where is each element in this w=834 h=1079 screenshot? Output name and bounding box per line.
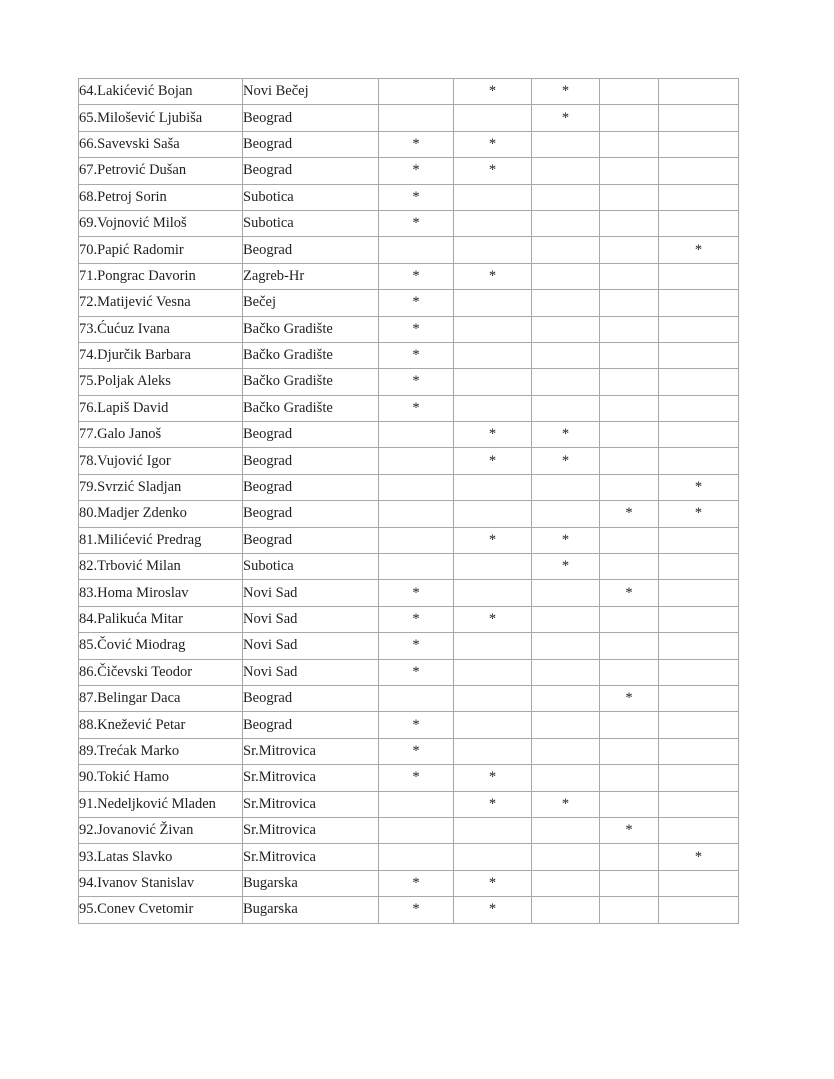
city-cell: Novi Sad [243, 633, 379, 659]
mark-cell-5: * [659, 474, 739, 500]
mark-cell-3 [532, 237, 600, 263]
mark-cell-3 [532, 395, 600, 421]
mark-cell-1 [379, 554, 454, 580]
city-cell: Sr.Mitrovica [243, 817, 379, 843]
person-name-cell: 86.Čičevski Teodor [79, 659, 243, 685]
mark-cell-2 [454, 659, 532, 685]
city-cell: Beograd [243, 422, 379, 448]
mark-cell-5 [659, 817, 739, 843]
mark-cell-3 [532, 474, 600, 500]
mark-cell-4: * [600, 580, 659, 606]
mark-cell-1 [379, 685, 454, 711]
table-row [79, 184, 739, 210]
table-row [79, 580, 739, 606]
person-name-cell: 70.Papić Radomir [79, 237, 243, 263]
mark-cell-2 [454, 474, 532, 500]
city-cell: Beograd [243, 712, 379, 738]
person-name-cell: 88.Knežević Petar [79, 712, 243, 738]
table-row [79, 342, 739, 368]
mark-cell-1 [379, 817, 454, 843]
person-name-cell: 74.Djurčik Barbara [79, 342, 243, 368]
mark-cell-3 [532, 897, 600, 923]
mark-cell-2 [454, 738, 532, 764]
mark-cell-3: * [532, 527, 600, 553]
city-cell: Bugarska [243, 870, 379, 896]
mark-cell-2: * [454, 527, 532, 553]
mark-cell-2: * [454, 79, 532, 105]
mark-cell-3 [532, 342, 600, 368]
table-row [79, 685, 739, 711]
mark-cell-1: * [379, 158, 454, 184]
mark-cell-1: * [379, 210, 454, 236]
mark-cell-3 [532, 210, 600, 236]
table-row [79, 131, 739, 157]
mark-cell-1: * [379, 712, 454, 738]
table-row [79, 474, 739, 500]
person-name-cell: 68.Petroj Sorin [79, 184, 243, 210]
mark-cell-4 [600, 738, 659, 764]
city-cell: Subotica [243, 554, 379, 580]
person-name-cell: 85.Čović Miodrag [79, 633, 243, 659]
mark-cell-5 [659, 105, 739, 131]
mark-cell-1: * [379, 316, 454, 342]
table-row [79, 290, 739, 316]
table-row [79, 79, 739, 105]
table-row [79, 501, 739, 527]
mark-cell-2 [454, 844, 532, 870]
mark-cell-1 [379, 237, 454, 263]
city-cell: Novi Sad [243, 580, 379, 606]
mark-cell-3 [532, 131, 600, 157]
mark-cell-1: * [379, 659, 454, 685]
city-cell: Beograd [243, 527, 379, 553]
mark-cell-1: * [379, 342, 454, 368]
mark-cell-3 [532, 817, 600, 843]
mark-cell-5 [659, 554, 739, 580]
table-row [79, 712, 739, 738]
person-name-cell: 92.Jovanović Živan [79, 817, 243, 843]
city-cell: Beograd [243, 131, 379, 157]
mark-cell-3 [532, 685, 600, 711]
table-row [79, 237, 739, 263]
mark-cell-3 [532, 712, 600, 738]
mark-cell-5 [659, 290, 739, 316]
table-row [79, 554, 739, 580]
mark-cell-1: * [379, 131, 454, 157]
mark-cell-2 [454, 817, 532, 843]
city-cell: Beograd [243, 158, 379, 184]
city-cell: Bugarska [243, 897, 379, 923]
mark-cell-5 [659, 606, 739, 632]
table-row [79, 316, 739, 342]
mark-cell-1: * [379, 369, 454, 395]
mark-cell-4 [600, 448, 659, 474]
mark-cell-5 [659, 131, 739, 157]
mark-cell-2 [454, 633, 532, 659]
mark-cell-2: * [454, 765, 532, 791]
mark-cell-2: * [454, 448, 532, 474]
mark-cell-1 [379, 105, 454, 131]
mark-cell-5 [659, 738, 739, 764]
mark-cell-4 [600, 554, 659, 580]
mark-cell-3: * [532, 791, 600, 817]
mark-cell-4 [600, 422, 659, 448]
person-name-cell: 79.Svrzić Sladjan [79, 474, 243, 500]
mark-cell-2 [454, 712, 532, 738]
mark-cell-5 [659, 342, 739, 368]
mark-cell-2 [454, 316, 532, 342]
roster-table [78, 78, 739, 924]
person-name-cell: 84.Palikuća Mitar [79, 606, 243, 632]
mark-cell-5: * [659, 501, 739, 527]
city-cell: Sr.Mitrovica [243, 765, 379, 791]
person-name-cell: 65.Milošević Ljubiša [79, 105, 243, 131]
mark-cell-3 [532, 633, 600, 659]
city-cell: Beograd [243, 448, 379, 474]
mark-cell-3: * [532, 105, 600, 131]
city-cell: Beograd [243, 105, 379, 131]
mark-cell-1: * [379, 184, 454, 210]
mark-cell-4: * [600, 685, 659, 711]
mark-cell-4: * [600, 501, 659, 527]
mark-cell-3: * [532, 448, 600, 474]
city-cell: Sr.Mitrovica [243, 844, 379, 870]
mark-cell-3 [532, 738, 600, 764]
mark-cell-5 [659, 633, 739, 659]
mark-cell-5 [659, 422, 739, 448]
mark-cell-2 [454, 685, 532, 711]
table-row [79, 791, 739, 817]
table-row [79, 448, 739, 474]
mark-cell-4 [600, 527, 659, 553]
mark-cell-4 [600, 290, 659, 316]
table-row [79, 263, 739, 289]
table-row [79, 606, 739, 632]
mark-cell-4 [600, 316, 659, 342]
mark-cell-2: * [454, 263, 532, 289]
mark-cell-1 [379, 501, 454, 527]
person-name-cell: 95.Conev Cvetomir [79, 897, 243, 923]
mark-cell-2 [454, 290, 532, 316]
mark-cell-3 [532, 765, 600, 791]
mark-cell-1: * [379, 395, 454, 421]
person-name-cell: 64.Lakićević Bojan [79, 79, 243, 105]
mark-cell-3 [532, 290, 600, 316]
person-name-cell: 78.Vujović Igor [79, 448, 243, 474]
mark-cell-1: * [379, 263, 454, 289]
person-name-cell: 71.Pongrac Davorin [79, 263, 243, 289]
mark-cell-3 [532, 501, 600, 527]
mark-cell-2 [454, 501, 532, 527]
mark-cell-5 [659, 791, 739, 817]
person-name-cell: 75.Poljak Aleks [79, 369, 243, 395]
city-cell: Bečej [243, 290, 379, 316]
mark-cell-2: * [454, 158, 532, 184]
person-name-cell: 94.Ivanov Stanislav [79, 870, 243, 896]
table-row [79, 395, 739, 421]
mark-cell-1 [379, 422, 454, 448]
person-name-cell: 91.Nedeljković Mladen [79, 791, 243, 817]
mark-cell-2: * [454, 870, 532, 896]
mark-cell-1: * [379, 580, 454, 606]
city-cell: Beograd [243, 501, 379, 527]
mark-cell-5 [659, 527, 739, 553]
person-name-cell: 89.Trećak Marko [79, 738, 243, 764]
mark-cell-2 [454, 184, 532, 210]
person-name-cell: 72.Matijević Vesna [79, 290, 243, 316]
person-name-cell: 93.Latas Slavko [79, 844, 243, 870]
mark-cell-4 [600, 633, 659, 659]
mark-cell-5 [659, 316, 739, 342]
table-row [79, 527, 739, 553]
table-row [79, 422, 739, 448]
city-cell: Sr.Mitrovica [243, 738, 379, 764]
mark-cell-5 [659, 712, 739, 738]
mark-cell-4 [600, 712, 659, 738]
mark-cell-5: * [659, 237, 739, 263]
mark-cell-2: * [454, 606, 532, 632]
city-cell: Beograd [243, 685, 379, 711]
table-row [79, 897, 739, 923]
city-cell: Bačko Gradište [243, 369, 379, 395]
mark-cell-4 [600, 210, 659, 236]
mark-cell-1: * [379, 290, 454, 316]
mark-cell-5 [659, 79, 739, 105]
mark-cell-4 [600, 237, 659, 263]
mark-cell-2: * [454, 131, 532, 157]
mark-cell-5 [659, 659, 739, 685]
mark-cell-5 [659, 685, 739, 711]
mark-cell-4 [600, 158, 659, 184]
mark-cell-4 [600, 791, 659, 817]
mark-cell-4 [600, 659, 659, 685]
mark-cell-5 [659, 765, 739, 791]
table-row [79, 369, 739, 395]
person-name-cell: 76.Lapiš David [79, 395, 243, 421]
person-name-cell: 80.Madjer Zdenko [79, 501, 243, 527]
mark-cell-4 [600, 870, 659, 896]
mark-cell-5 [659, 369, 739, 395]
city-cell: Subotica [243, 184, 379, 210]
mark-cell-5 [659, 448, 739, 474]
mark-cell-1 [379, 474, 454, 500]
mark-cell-3: * [532, 79, 600, 105]
mark-cell-4 [600, 342, 659, 368]
person-name-cell: 87.Belingar Daca [79, 685, 243, 711]
person-name-cell: 90.Tokić Hamo [79, 765, 243, 791]
city-cell: Bačko Gradište [243, 395, 379, 421]
mark-cell-2 [454, 210, 532, 236]
city-cell: Novi Bečej [243, 79, 379, 105]
table-row [79, 738, 739, 764]
mark-cell-2 [454, 237, 532, 263]
mark-cell-5 [659, 210, 739, 236]
city-cell: Subotica [243, 210, 379, 236]
city-cell: Beograd [243, 237, 379, 263]
mark-cell-1 [379, 791, 454, 817]
mark-cell-4 [600, 184, 659, 210]
mark-cell-1: * [379, 765, 454, 791]
table-row [79, 844, 739, 870]
mark-cell-2: * [454, 791, 532, 817]
mark-cell-1: * [379, 606, 454, 632]
mark-cell-1: * [379, 633, 454, 659]
mark-cell-2 [454, 342, 532, 368]
mark-cell-3 [532, 158, 600, 184]
mark-cell-4 [600, 897, 659, 923]
mark-cell-4 [600, 263, 659, 289]
person-name-cell: 77.Galo Janoš [79, 422, 243, 448]
mark-cell-1 [379, 527, 454, 553]
mark-cell-4: * [600, 817, 659, 843]
mark-cell-5 [659, 395, 739, 421]
mark-cell-1 [379, 844, 454, 870]
person-name-cell: 83.Homa Miroslav [79, 580, 243, 606]
mark-cell-2: * [454, 422, 532, 448]
mark-cell-2 [454, 554, 532, 580]
person-name-cell: 82.Trbović Milan [79, 554, 243, 580]
mark-cell-1 [379, 79, 454, 105]
mark-cell-3: * [532, 422, 600, 448]
mark-cell-5 [659, 184, 739, 210]
mark-cell-2 [454, 395, 532, 421]
city-cell: Bačko Gradište [243, 316, 379, 342]
city-cell: Zagreb-Hr [243, 263, 379, 289]
mark-cell-3 [532, 263, 600, 289]
mark-cell-2: * [454, 897, 532, 923]
mark-cell-3 [532, 870, 600, 896]
mark-cell-4 [600, 844, 659, 870]
mark-cell-1: * [379, 897, 454, 923]
mark-cell-3 [532, 659, 600, 685]
mark-cell-3 [532, 184, 600, 210]
table-row [79, 870, 739, 896]
person-name-cell: 81.Milićević Predrag [79, 527, 243, 553]
table-row [79, 633, 739, 659]
mark-cell-5 [659, 580, 739, 606]
table-row [79, 105, 739, 131]
mark-cell-4 [600, 105, 659, 131]
mark-cell-2 [454, 105, 532, 131]
city-cell: Beograd [243, 474, 379, 500]
mark-cell-3 [532, 316, 600, 342]
person-name-cell: 69.Vojnović Miloš [79, 210, 243, 236]
city-cell: Novi Sad [243, 659, 379, 685]
mark-cell-5 [659, 263, 739, 289]
mark-cell-3: * [532, 554, 600, 580]
person-name-cell: 67.Petrović Dušan [79, 158, 243, 184]
mark-cell-3 [532, 844, 600, 870]
mark-cell-5 [659, 897, 739, 923]
table-row [79, 210, 739, 236]
mark-cell-5: * [659, 844, 739, 870]
mark-cell-4 [600, 395, 659, 421]
person-name-cell: 73.Ćućuz Ivana [79, 316, 243, 342]
mark-cell-3 [532, 606, 600, 632]
table-row [79, 817, 739, 843]
mark-cell-3 [532, 369, 600, 395]
table-row [79, 765, 739, 791]
person-name-cell: 66.Savevski Saša [79, 131, 243, 157]
mark-cell-4 [600, 765, 659, 791]
mark-cell-4 [600, 131, 659, 157]
city-cell: Novi Sad [243, 606, 379, 632]
mark-cell-1 [379, 448, 454, 474]
table-row [79, 158, 739, 184]
mark-cell-1: * [379, 738, 454, 764]
mark-cell-4 [600, 79, 659, 105]
city-cell: Sr.Mitrovica [243, 791, 379, 817]
mark-cell-2 [454, 369, 532, 395]
mark-cell-4 [600, 369, 659, 395]
mark-cell-3 [532, 580, 600, 606]
city-cell: Bačko Gradište [243, 342, 379, 368]
mark-cell-1: * [379, 870, 454, 896]
mark-cell-4 [600, 606, 659, 632]
mark-cell-2 [454, 580, 532, 606]
mark-cell-4 [600, 474, 659, 500]
table-row [79, 659, 739, 685]
mark-cell-5 [659, 158, 739, 184]
mark-cell-5 [659, 870, 739, 896]
